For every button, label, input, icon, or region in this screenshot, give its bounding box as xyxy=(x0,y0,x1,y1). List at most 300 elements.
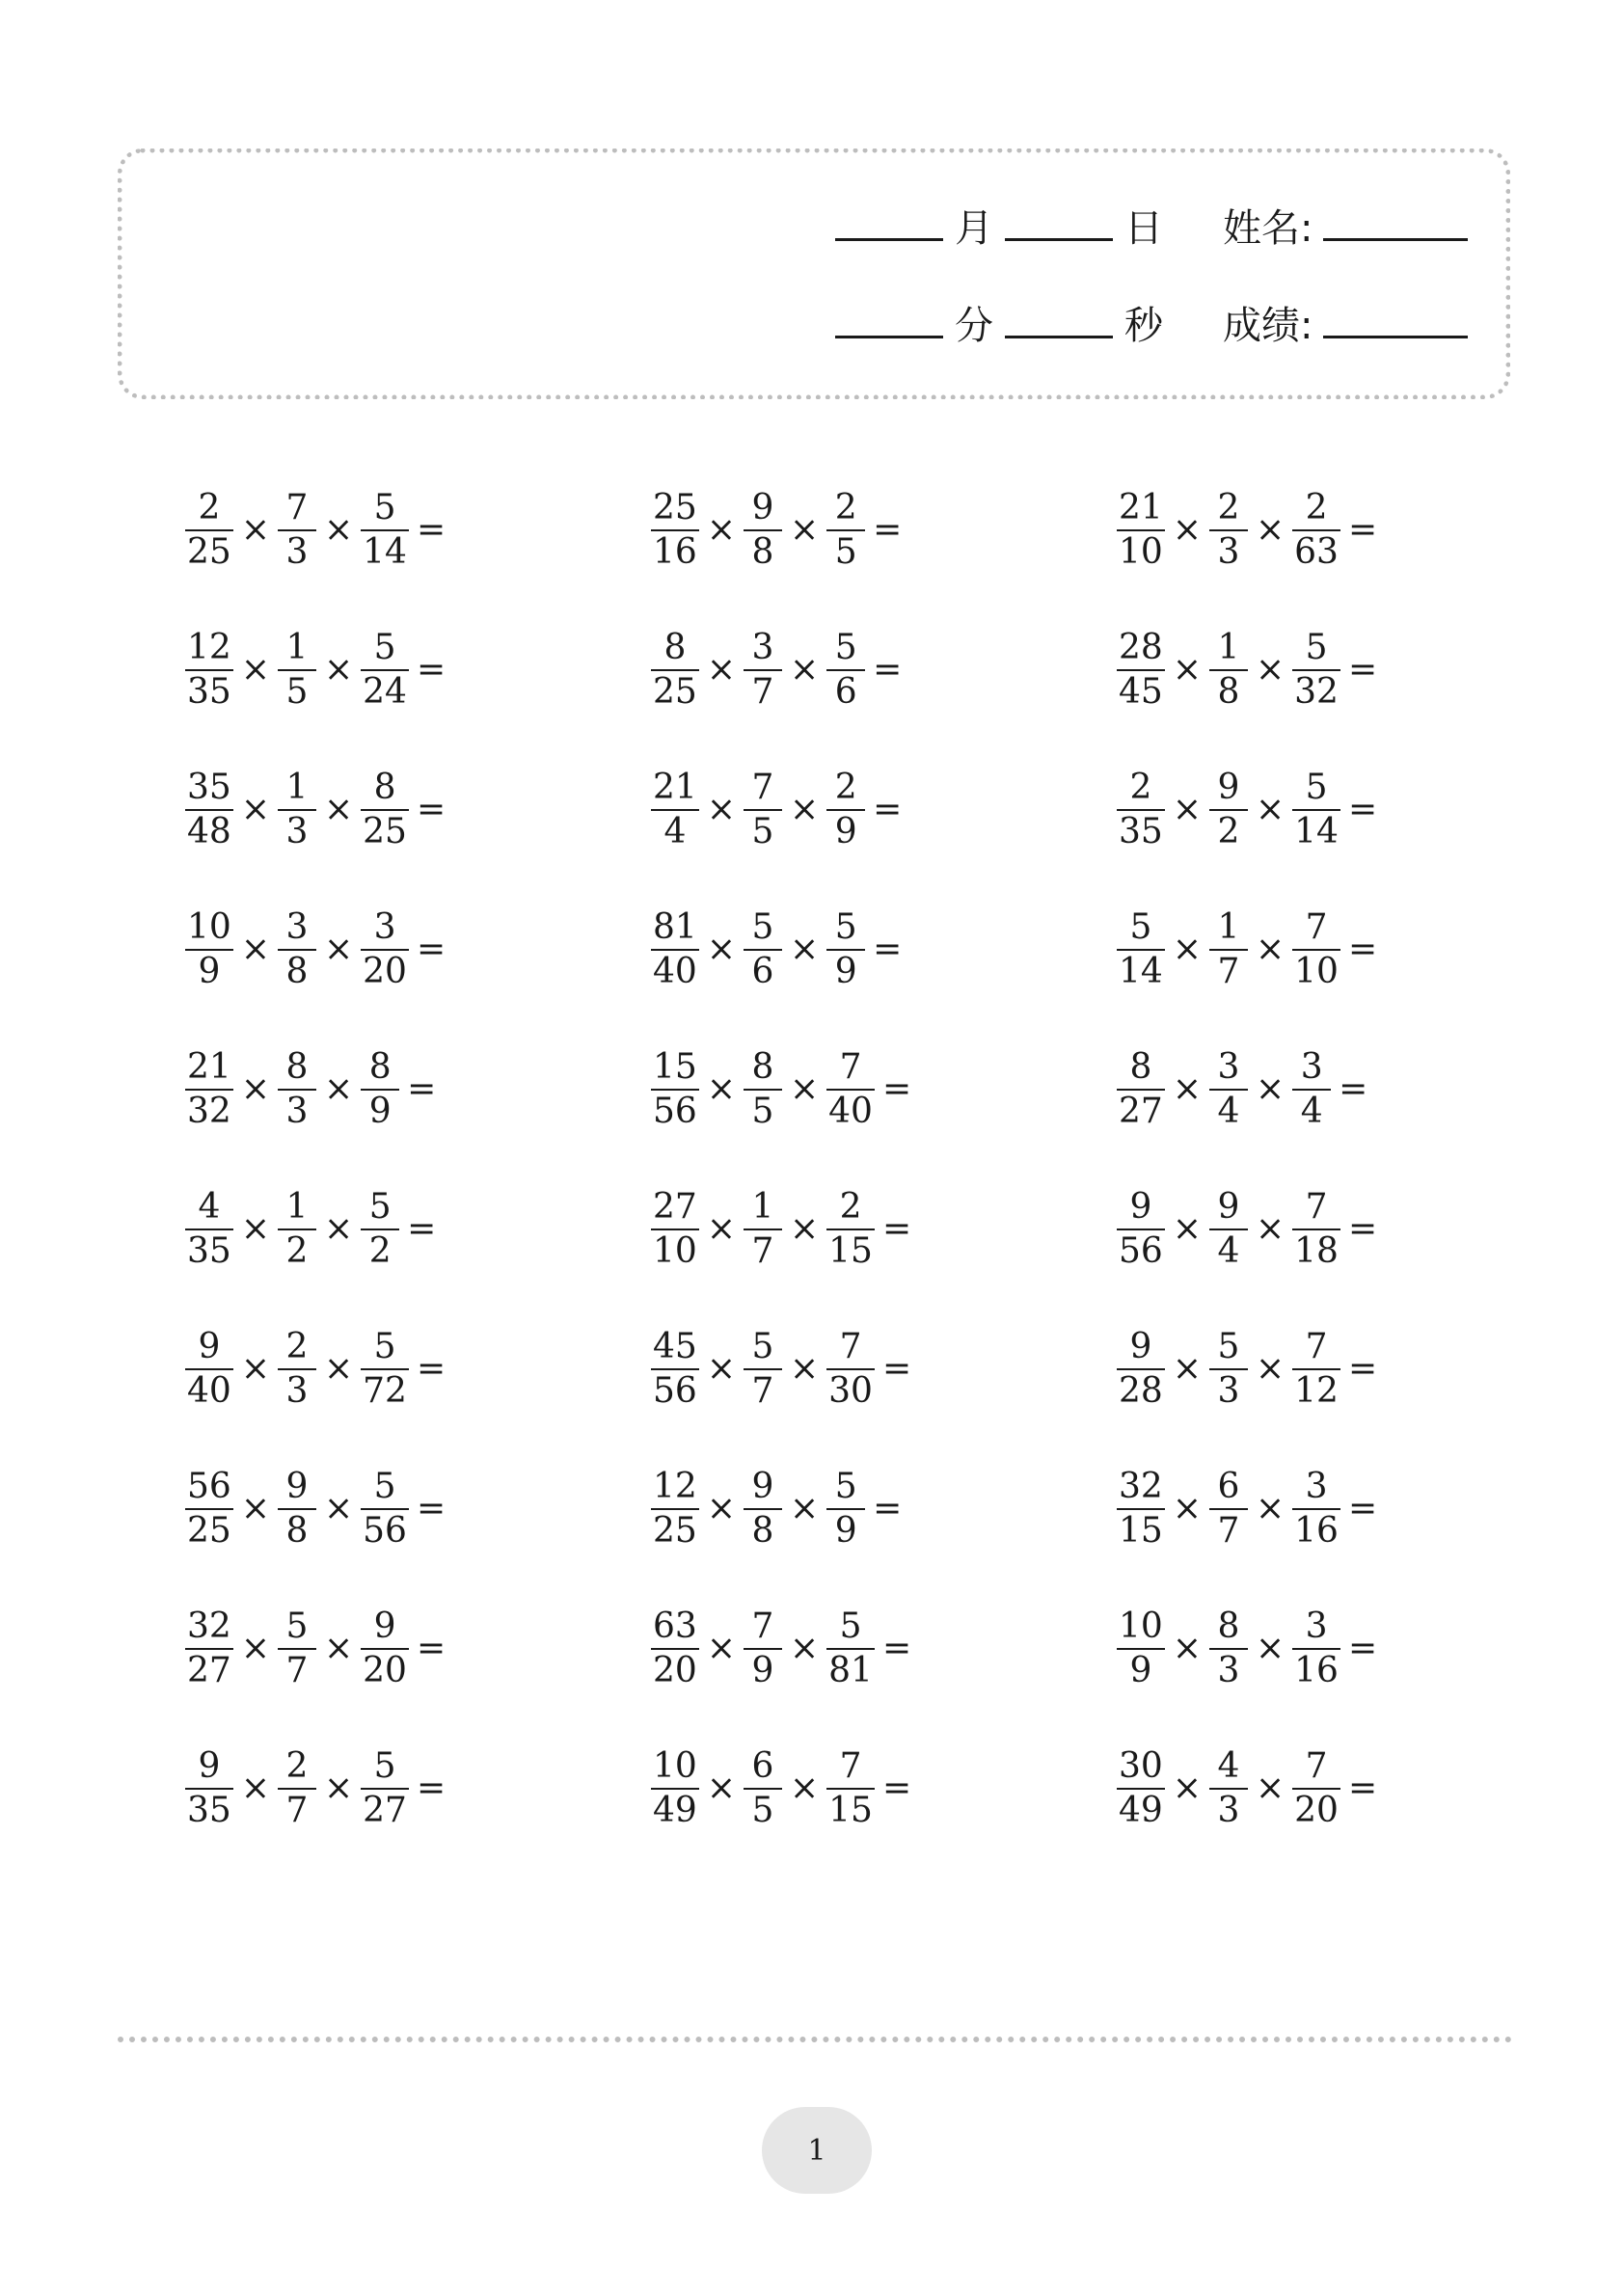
times-sign: × xyxy=(1172,930,1202,969)
problem xyxy=(1115,1041,1373,1138)
fraction xyxy=(1290,1606,1342,1692)
numerator: 12 xyxy=(187,628,231,667)
numerator: 5 xyxy=(373,1467,396,1506)
equals-sign: = xyxy=(881,1768,912,1808)
denominator: 3 xyxy=(1217,1651,1240,1690)
denominator: 7 xyxy=(751,1371,774,1411)
equals-sign: = xyxy=(416,1629,447,1668)
denominator: 3 xyxy=(285,532,309,572)
numerator: 81 xyxy=(653,907,697,947)
times-sign: × xyxy=(1172,650,1202,689)
denominator: 7 xyxy=(285,1791,309,1830)
denominator: 24 xyxy=(363,672,407,712)
times-sign: × xyxy=(706,1629,736,1668)
times-sign: × xyxy=(706,1768,736,1808)
numerator: 9 xyxy=(1129,1187,1152,1227)
fraction xyxy=(359,487,411,574)
numerator: 5 xyxy=(839,1606,862,1646)
fraction xyxy=(1207,1046,1250,1133)
times-sign: × xyxy=(1172,1629,1202,1668)
times-sign: × xyxy=(323,510,354,550)
numerator: 3 xyxy=(285,907,309,947)
problem xyxy=(1115,1741,1383,1837)
equals-sign: = xyxy=(407,1069,437,1109)
denominator: 6 xyxy=(751,952,774,991)
numerator: 21 xyxy=(187,1047,231,1087)
problem xyxy=(1115,622,1383,718)
fraction xyxy=(1290,487,1342,574)
fraction xyxy=(359,1326,411,1413)
times-sign: × xyxy=(706,1349,736,1389)
numerator: 3 xyxy=(1305,1606,1328,1646)
numerator: 28 xyxy=(1119,628,1163,667)
times-sign: × xyxy=(1255,790,1286,829)
denominator: 40 xyxy=(828,1092,873,1131)
denominator: 3 xyxy=(285,1092,309,1131)
times-sign: × xyxy=(1172,790,1202,829)
denominator: 40 xyxy=(187,1371,231,1411)
fraction xyxy=(742,1745,784,1832)
numerator: 56 xyxy=(187,1467,231,1506)
fraction xyxy=(742,1466,784,1552)
times-sign: × xyxy=(789,790,820,829)
fraction xyxy=(649,1466,701,1552)
times-sign: × xyxy=(240,1209,270,1249)
times-sign: × xyxy=(240,510,270,550)
fraction xyxy=(359,1606,411,1692)
name-label: 姓名: xyxy=(1223,206,1313,251)
numerator: 4 xyxy=(1217,1746,1240,1786)
fraction xyxy=(1207,627,1250,714)
denominator: 45 xyxy=(1119,672,1163,712)
fraction xyxy=(825,767,867,853)
numerator: 10 xyxy=(187,907,231,947)
fraction xyxy=(359,767,411,853)
problem xyxy=(1115,762,1383,858)
numerator: 35 xyxy=(187,768,231,807)
times-sign: × xyxy=(1255,1349,1286,1389)
numerator: 5 xyxy=(751,1327,774,1366)
numerator: 7 xyxy=(751,768,774,807)
fraction xyxy=(1207,1326,1250,1413)
problem xyxy=(183,622,451,718)
fraction xyxy=(183,1186,235,1273)
denominator: 32 xyxy=(1294,672,1339,712)
fraction xyxy=(649,1606,701,1692)
equals-sign: = xyxy=(881,1629,912,1668)
times-sign: × xyxy=(240,790,270,829)
numerator: 2 xyxy=(1129,768,1152,807)
fraction xyxy=(825,1606,877,1692)
numerator: 9 xyxy=(285,1467,309,1506)
denominator: 4 xyxy=(1217,1092,1240,1131)
problem xyxy=(649,1321,917,1418)
numerator: 63 xyxy=(653,1606,697,1646)
denominator: 5 xyxy=(751,1092,774,1131)
denominator: 27 xyxy=(187,1651,231,1690)
equals-sign: = xyxy=(1347,1349,1378,1389)
fraction xyxy=(742,487,784,574)
numerator: 45 xyxy=(653,1327,697,1366)
numerator: 1 xyxy=(1217,628,1240,667)
fraction xyxy=(1207,767,1250,853)
denominator: 9 xyxy=(834,952,857,991)
equals-sign: = xyxy=(416,650,447,689)
equals-sign: = xyxy=(416,790,447,829)
denominator: 9 xyxy=(198,952,221,991)
fraction xyxy=(825,906,867,993)
denominator: 2 xyxy=(1217,812,1240,851)
denominator: 30 xyxy=(828,1371,873,1411)
times-sign: × xyxy=(789,1349,820,1389)
numerator: 1 xyxy=(285,628,309,667)
fraction xyxy=(276,1466,318,1552)
second-label: 秒 xyxy=(1124,304,1163,348)
problem xyxy=(1115,1321,1383,1418)
denominator: 35 xyxy=(187,1791,231,1830)
denominator: 3 xyxy=(1217,1791,1240,1830)
denominator: 3 xyxy=(1217,1371,1240,1411)
denominator: 6 xyxy=(834,672,857,712)
denominator: 5 xyxy=(285,672,309,712)
numerator: 12 xyxy=(653,1467,697,1506)
denominator: 27 xyxy=(363,1791,407,1830)
fraction xyxy=(825,1326,877,1413)
times-sign: × xyxy=(240,1349,270,1389)
problem xyxy=(183,1601,451,1697)
numerator: 3 xyxy=(373,907,396,947)
fraction xyxy=(1115,1466,1167,1552)
fraction xyxy=(825,1745,877,1832)
score-label: 成绩: xyxy=(1223,304,1313,348)
numerator: 7 xyxy=(839,1746,862,1786)
times-sign: × xyxy=(706,1489,736,1528)
numerator: 10 xyxy=(1119,1606,1163,1646)
time-score-row xyxy=(0,297,1624,355)
name-blank[interactable] xyxy=(1323,238,1468,241)
denominator: 35 xyxy=(187,672,231,712)
day-label: 日 xyxy=(1124,206,1163,251)
times-sign: × xyxy=(706,930,736,969)
equals-sign: = xyxy=(873,790,903,829)
numerator: 5 xyxy=(834,907,857,947)
numerator: 2 xyxy=(198,488,221,527)
fraction xyxy=(183,1046,235,1133)
times-sign: × xyxy=(240,1768,270,1808)
score-blank[interactable] xyxy=(1323,336,1468,338)
denominator: 49 xyxy=(1119,1791,1163,1830)
fraction xyxy=(649,906,701,993)
month-label: 月 xyxy=(955,206,993,251)
denominator: 27 xyxy=(1119,1092,1163,1131)
fraction xyxy=(649,767,701,853)
numerator: 21 xyxy=(653,768,697,807)
numerator: 3 xyxy=(1300,1047,1323,1087)
times-sign: × xyxy=(240,1069,270,1109)
fraction xyxy=(1115,906,1167,993)
denominator: 10 xyxy=(653,1231,697,1271)
denominator: 8 xyxy=(1217,672,1240,712)
times-sign: × xyxy=(789,510,820,550)
denominator: 18 xyxy=(1294,1231,1339,1271)
denominator: 14 xyxy=(1294,812,1339,851)
fraction xyxy=(183,1326,235,1413)
denominator: 56 xyxy=(1119,1231,1163,1271)
denominator: 8 xyxy=(751,532,774,572)
fraction xyxy=(1115,1046,1167,1133)
times-sign: × xyxy=(240,650,270,689)
fraction xyxy=(825,1046,877,1133)
fraction xyxy=(1290,1186,1342,1273)
denominator: 16 xyxy=(653,532,697,572)
denominator: 14 xyxy=(1119,952,1163,991)
numerator: 5 xyxy=(373,1746,396,1786)
fraction xyxy=(276,767,318,853)
numerator: 9 xyxy=(198,1327,221,1366)
denominator: 16 xyxy=(1294,1651,1339,1690)
times-sign: × xyxy=(1172,1489,1202,1528)
fraction xyxy=(1115,487,1167,574)
fraction xyxy=(649,1745,701,1832)
times-sign: × xyxy=(706,790,736,829)
numerator: 8 xyxy=(751,1047,774,1087)
problem xyxy=(183,1321,451,1418)
numerator: 9 xyxy=(1129,1327,1152,1366)
fraction xyxy=(1115,1745,1167,1832)
month-blank[interactable] xyxy=(835,238,943,241)
fraction xyxy=(1290,1745,1342,1832)
numerator: 5 xyxy=(373,628,396,667)
denominator: 3 xyxy=(285,812,309,851)
fraction xyxy=(1207,1466,1250,1552)
equals-sign: = xyxy=(1339,1069,1368,1109)
fraction xyxy=(359,906,411,993)
fraction xyxy=(742,906,784,993)
denominator: 25 xyxy=(653,672,697,712)
numerator: 6 xyxy=(1217,1467,1240,1506)
denominator: 81 xyxy=(828,1651,873,1690)
times-sign: × xyxy=(323,790,354,829)
denominator: 7 xyxy=(1217,1511,1240,1551)
denominator: 25 xyxy=(187,1511,231,1551)
denominator: 9 xyxy=(751,1651,774,1690)
denominator: 9 xyxy=(368,1092,392,1131)
fraction xyxy=(825,1466,867,1552)
times-sign: × xyxy=(1255,1768,1286,1808)
denominator: 12 xyxy=(1294,1371,1339,1411)
times-sign: × xyxy=(323,650,354,689)
numerator: 9 xyxy=(198,1746,221,1786)
equals-sign: = xyxy=(1347,650,1378,689)
fraction xyxy=(742,1186,784,1273)
minute-blank[interactable] xyxy=(835,336,943,338)
numerator: 7 xyxy=(751,1606,774,1646)
denominator: 5 xyxy=(751,1791,774,1830)
fraction xyxy=(1290,1466,1342,1552)
numerator: 9 xyxy=(373,1606,396,1646)
numerator: 5 xyxy=(1129,907,1152,947)
fraction xyxy=(1207,1186,1250,1273)
denominator: 7 xyxy=(751,672,774,712)
numerator: 7 xyxy=(1305,1746,1328,1786)
times-sign: × xyxy=(706,1209,736,1249)
numerator: 21 xyxy=(1119,488,1163,527)
denominator: 7 xyxy=(751,1231,774,1271)
fraction xyxy=(649,1326,701,1413)
fraction xyxy=(183,1606,235,1692)
fraction xyxy=(742,1606,784,1692)
problem xyxy=(649,1041,917,1138)
problem xyxy=(649,902,907,998)
denominator: 72 xyxy=(363,1371,407,1411)
minute-label: 分 xyxy=(955,304,993,348)
numerator: 8 xyxy=(663,628,687,667)
equals-sign: = xyxy=(873,510,903,550)
numerator: 7 xyxy=(1305,907,1328,947)
numerator: 32 xyxy=(187,1606,231,1646)
numerator: 1 xyxy=(1217,907,1240,947)
numerator: 8 xyxy=(368,1047,392,1087)
equals-sign: = xyxy=(407,1209,437,1249)
numerator: 5 xyxy=(373,488,396,527)
numerator: 9 xyxy=(751,488,774,527)
fraction xyxy=(1207,487,1250,574)
numerator: 25 xyxy=(653,488,697,527)
equals-sign: = xyxy=(873,650,903,689)
denominator: 8 xyxy=(285,952,309,991)
times-sign: × xyxy=(1255,930,1286,969)
times-sign: × xyxy=(1255,510,1286,550)
problem xyxy=(1115,1181,1383,1278)
numerator: 5 xyxy=(834,628,857,667)
numerator: 9 xyxy=(1217,768,1240,807)
header-box xyxy=(118,148,1510,399)
denominator: 10 xyxy=(1294,952,1339,991)
fraction xyxy=(1115,627,1167,714)
numerator: 2 xyxy=(285,1327,309,1366)
times-sign: × xyxy=(706,510,736,550)
fraction xyxy=(742,627,784,714)
denominator: 16 xyxy=(1294,1511,1339,1551)
problem xyxy=(1115,482,1383,579)
numerator: 5 xyxy=(1217,1327,1240,1366)
fraction xyxy=(183,627,235,714)
times-sign: × xyxy=(323,1349,354,1389)
times-sign: × xyxy=(1255,650,1286,689)
denominator: 2 xyxy=(368,1231,392,1271)
times-sign: × xyxy=(706,1069,736,1109)
numerator: 7 xyxy=(1305,1327,1328,1366)
denominator: 7 xyxy=(285,1651,309,1690)
fraction xyxy=(1290,906,1342,993)
numerator: 8 xyxy=(285,1047,309,1087)
times-sign: × xyxy=(240,1629,270,1668)
fraction xyxy=(1290,767,1342,853)
times-sign: × xyxy=(323,1209,354,1249)
denominator: 49 xyxy=(653,1791,697,1830)
fraction xyxy=(649,627,701,714)
numerator: 1 xyxy=(751,1187,774,1227)
fraction xyxy=(276,487,318,574)
numerator: 30 xyxy=(1119,1746,1163,1786)
problem xyxy=(1115,1461,1383,1557)
problem xyxy=(183,1461,451,1557)
times-sign: × xyxy=(323,1069,354,1109)
denominator: 3 xyxy=(1217,532,1240,572)
denominator: 15 xyxy=(828,1791,873,1830)
denominator: 25 xyxy=(653,1511,697,1551)
problem xyxy=(649,622,907,718)
numerator: 2 xyxy=(1305,488,1328,527)
bottom-divider xyxy=(118,2037,1512,2042)
fraction xyxy=(1115,767,1167,853)
fraction xyxy=(359,1186,401,1273)
numerator: 7 xyxy=(285,488,309,527)
times-sign: × xyxy=(240,930,270,969)
numerator: 5 xyxy=(368,1187,392,1227)
numerator: 1 xyxy=(285,1187,309,1227)
second-blank[interactable] xyxy=(1005,336,1113,338)
denominator: 20 xyxy=(1294,1791,1339,1830)
denominator: 25 xyxy=(363,812,407,851)
times-sign: × xyxy=(789,650,820,689)
problem xyxy=(183,482,451,579)
numerator: 3 xyxy=(751,628,774,667)
numerator: 7 xyxy=(1305,1187,1328,1227)
fraction xyxy=(276,1186,318,1273)
denominator: 7 xyxy=(1217,952,1240,991)
times-sign: × xyxy=(1255,1629,1286,1668)
equals-sign: = xyxy=(881,1209,912,1249)
numerator: 7 xyxy=(839,1047,862,1087)
fraction xyxy=(1115,1606,1167,1692)
day-blank[interactable] xyxy=(1005,238,1113,241)
times-sign: × xyxy=(789,1768,820,1808)
denominator: 56 xyxy=(653,1092,697,1131)
denominator: 8 xyxy=(751,1511,774,1551)
fraction xyxy=(276,906,318,993)
numerator: 5 xyxy=(285,1606,309,1646)
denominator: 3 xyxy=(285,1371,309,1411)
denominator: 28 xyxy=(1119,1371,1163,1411)
denominator: 32 xyxy=(187,1092,231,1131)
fraction xyxy=(742,767,784,853)
equals-sign: = xyxy=(416,1349,447,1389)
denominator: 4 xyxy=(663,812,687,851)
times-sign: × xyxy=(789,930,820,969)
fraction xyxy=(1207,906,1250,993)
denominator: 56 xyxy=(363,1511,407,1551)
fraction xyxy=(359,1046,401,1133)
fraction xyxy=(276,627,318,714)
fraction xyxy=(183,1466,235,1552)
times-sign: × xyxy=(706,650,736,689)
fraction xyxy=(742,1326,784,1413)
denominator: 40 xyxy=(653,952,697,991)
fraction xyxy=(825,487,867,574)
fraction xyxy=(1115,1186,1167,1273)
problem xyxy=(183,1181,442,1278)
fraction xyxy=(183,767,235,853)
numerator: 5 xyxy=(751,907,774,947)
numerator: 32 xyxy=(1119,1467,1163,1506)
equals-sign: = xyxy=(873,1489,903,1528)
times-sign: × xyxy=(1255,1489,1286,1528)
denominator: 35 xyxy=(1119,812,1163,851)
denominator: 25 xyxy=(187,532,231,572)
equals-sign: = xyxy=(1347,1489,1378,1528)
equals-sign: = xyxy=(1347,510,1378,550)
